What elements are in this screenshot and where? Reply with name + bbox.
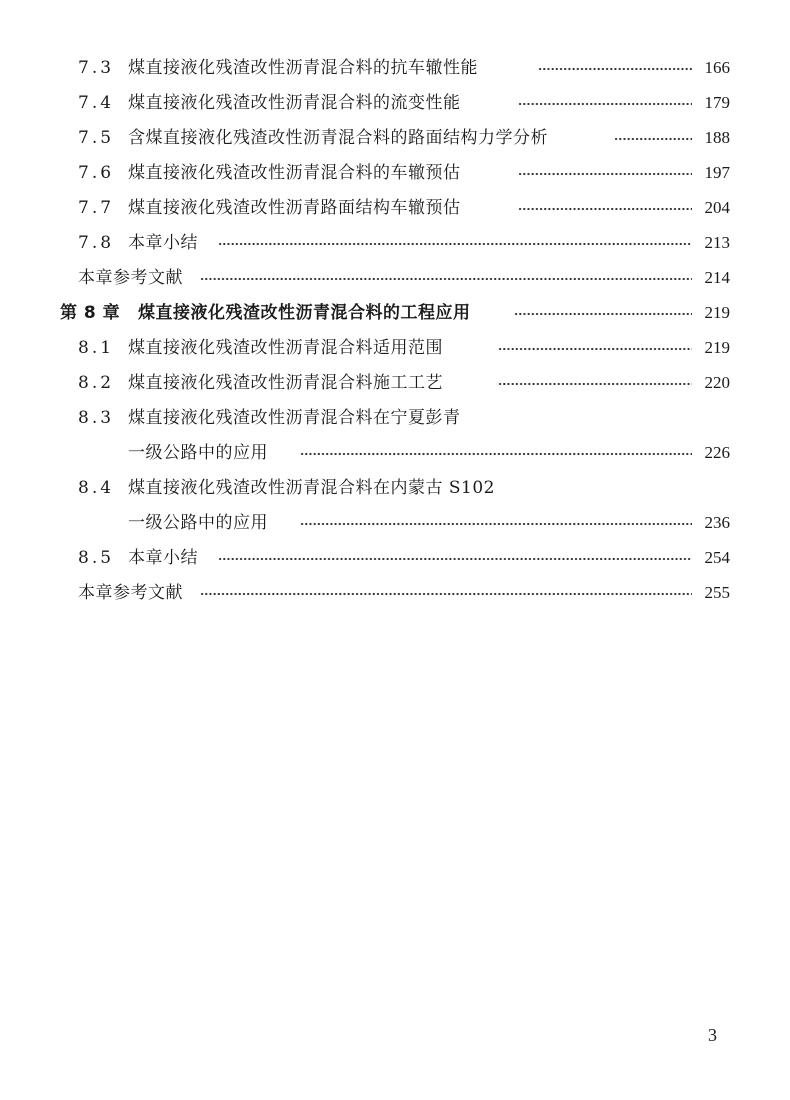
toc-leader-dots: [518, 205, 692, 213]
toc-leader-dots: [514, 310, 692, 318]
toc-chapter-8[interactable]: [0, 298, 790, 328]
toc-entry-7-6[interactable]: [0, 158, 790, 188]
toc-leader-dots: [518, 170, 692, 178]
toc-entry-page: 204: [704, 198, 730, 217]
toc-entry-number: 7.4: [78, 93, 115, 113]
toc-entry-page: 254: [704, 548, 730, 567]
toc-entry-references-8[interactable]: [0, 578, 790, 608]
toc-entry-page: 197: [704, 163, 730, 182]
toc-entry-page: 219: [704, 338, 730, 357]
toc-entry-title: 本章参考文献: [78, 583, 183, 603]
toc-entry-page: 220: [704, 373, 730, 392]
toc-entry-title: 一级公路中的应用: [128, 513, 268, 533]
toc-entry-title: 煤直接液化残渣改性沥青混合料的流变性能: [128, 93, 461, 113]
toc-leader-dots: [300, 450, 692, 458]
toc-entry-title: 一级公路中的应用: [128, 443, 268, 463]
toc-leader-dots: [614, 135, 692, 143]
toc-entry-8-3[interactable]: [0, 403, 790, 433]
toc-entry-title: 煤直接液化残渣改性沥青混合料施工工艺: [128, 373, 443, 393]
toc-entry-title: 煤直接液化残渣改性沥青混合料在宁夏彭青: [128, 408, 461, 428]
toc-entry-page: 213: [704, 233, 730, 252]
toc-entry-7-7[interactable]: [0, 193, 790, 223]
toc-leader-dots: [518, 100, 692, 108]
toc-entry-7-8[interactable]: [0, 228, 790, 258]
toc-chapter-number: 第 8 章: [60, 303, 121, 323]
toc-leader-dots: [218, 555, 692, 563]
toc-entry-title: 含煤直接液化残渣改性沥青混合料的路面结构力学分析: [128, 128, 548, 148]
toc-entry-number: 8.1: [78, 338, 115, 358]
toc-entry-title: 煤直接液化残渣改性沥青混合料的抗车辙性能: [128, 58, 478, 78]
toc-chapter-title: 煤直接液化残渣改性沥青混合料的工程应用: [138, 303, 471, 323]
toc-entry-page: 226: [704, 443, 730, 462]
toc-entry-title: 煤直接液化残渣改性沥青路面结构车辙预估: [128, 198, 461, 218]
toc-entry-number: 8.3: [78, 408, 115, 428]
page-number: 3: [708, 1025, 717, 1045]
toc-leader-dots: [300, 520, 692, 528]
toc-entry-title: 本章小结: [128, 548, 198, 568]
toc-entry-number: 8.5: [78, 548, 115, 568]
toc-leader-dots: [538, 65, 692, 73]
toc-entry-number: 7.3: [78, 58, 115, 78]
toc-entry-page: 219: [704, 303, 730, 322]
toc-entry-page: 166: [704, 58, 730, 77]
toc-entry-title: 本章小结: [128, 233, 198, 253]
toc-leader-dots: [200, 275, 692, 283]
toc-entry-number: 7.8: [78, 233, 115, 253]
toc-entry-page: 236: [704, 513, 730, 532]
toc-entry-7-4[interactable]: [0, 88, 790, 118]
toc-entry-8-5[interactable]: [0, 543, 790, 573]
toc-entry-title: 煤直接液化残渣改性沥青混合料的车辙预估: [128, 163, 461, 183]
toc-entry-page: 255: [704, 583, 730, 602]
toc-entry-number: 8.2: [78, 373, 115, 393]
toc-entry-title: 煤直接液化残渣改性沥青混合料适用范围: [128, 338, 443, 358]
toc-entry-title: 本章参考文献: [78, 268, 183, 288]
toc-leader-dots: [498, 380, 692, 388]
toc-entry-page: 188: [704, 128, 730, 147]
toc-entry-references-7[interactable]: [0, 263, 790, 293]
toc-entry-7-3[interactable]: [0, 53, 790, 83]
toc-entry-8-2[interactable]: [0, 368, 790, 398]
toc-entry-7-5[interactable]: [0, 123, 790, 153]
toc-entry-8-4[interactable]: [0, 473, 790, 503]
toc-entry-page: 214: [704, 268, 730, 287]
toc-entry-title: 煤直接液化残渣改性沥青混合料在内蒙古 S102: [128, 478, 495, 498]
toc-entry-8-1[interactable]: [0, 333, 790, 363]
toc-entry-number: 7.6: [78, 163, 115, 183]
toc-leader-dots: [200, 590, 692, 598]
toc-entry-8-4-continued[interactable]: [0, 508, 790, 538]
toc-leader-dots: [218, 240, 692, 248]
toc-entry-8-3-continued[interactable]: [0, 438, 790, 468]
toc-leader-dots: [498, 345, 692, 353]
toc-entry-number: 7.5: [78, 128, 115, 148]
toc-entry-number: 7.7: [78, 198, 115, 218]
toc-entry-number: 8.4: [78, 478, 115, 498]
toc-entry-page: 179: [704, 93, 730, 112]
